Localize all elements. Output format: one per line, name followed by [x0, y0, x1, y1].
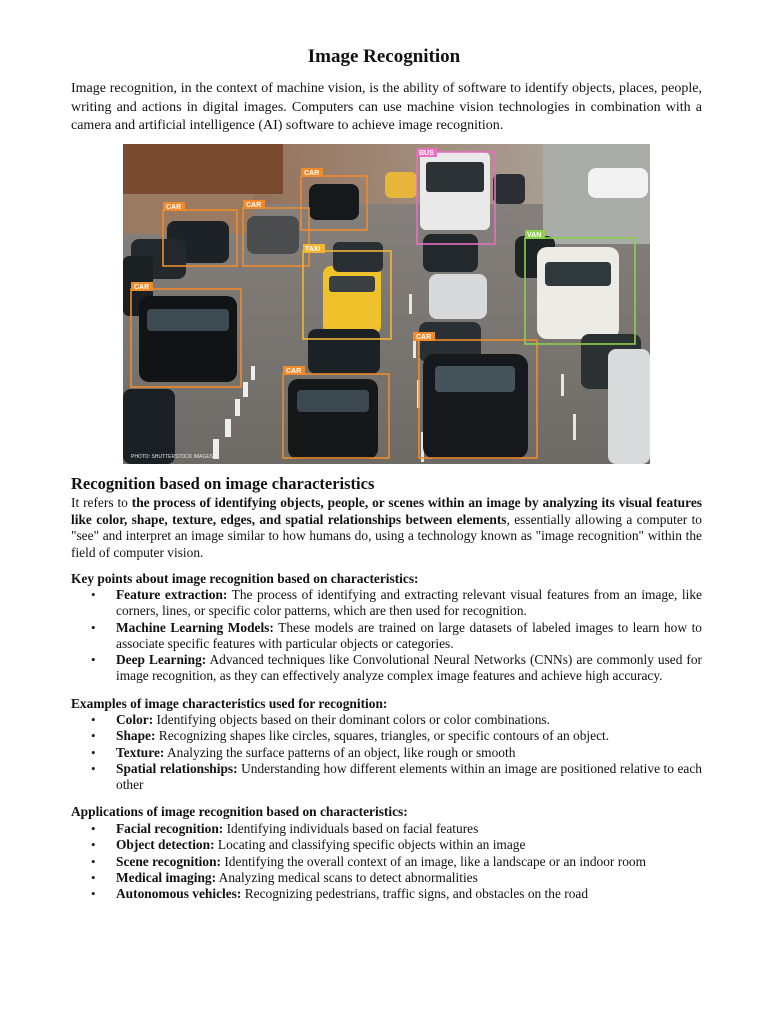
- key-points-heading: Key points about image recognition based on characteristics:: [71, 571, 419, 586]
- list-item: • Machine Learning Models: These models are trained on large datasets of labeled images to learn how to associate specific features with particular objects or categories.: [91, 619, 702, 651]
- key-points-list: [71, 587, 702, 685]
- car-label: CAR: [166, 204, 182, 211]
- car-label: CAR: [286, 368, 302, 375]
- van-label: VAN: [527, 232, 542, 239]
- section-paragraph: It refers to the process of identifying objects, people, or scenes within an image by analyzing its visual features like color, shape, texture, edges, and spatial relationships between elements, essentially allowing a computer to "see" and interpret an image similar to how humans do, using a technology known as "image recognition" within the field of computer vision.: [71, 495, 703, 560]
- list-item: • Object detection: Locating and classifying specific objects within an image: [91, 837, 526, 853]
- applications-heading: Applications of image recognition based on characteristics:: [71, 804, 408, 819]
- bus-label: BUS: [419, 150, 434, 157]
- list-item: • Deep Learning: Advanced techniques like Convolutional Neural Networks (CNNs) are commonly used for image recognition, as they can effectively analyze complex image features and achieve high accuracy.: [91, 652, 702, 684]
- list-item: • Medical imaging: Analyzing medical scans to detect abnormalities: [91, 869, 478, 885]
- list-item: • Spatial relationships: Understanding how different elements within an image are positioned relative to each other: [91, 760, 702, 793]
- traffic-detection-image: [123, 144, 650, 464]
- list-item: • Shape: Recognizing shapes like circles, squares, triangles, or specific contours of an object.: [91, 728, 610, 744]
- photo-credit: PHOTO: SHUTTERSTOCK IMAGES: [131, 454, 214, 460]
- list-item: • Feature extraction: The process of identifying and extracting relevant visual features from an image, like corners, lines, or specific color patterns, which are then used for recognition.: [91, 587, 702, 619]
- intro-paragraph: Image recognition, in the context of machine vision, is the ability of software to identify objects, places, people, writing and actions in digital images. Computers can use machine vision technologies in combination with a camera and artificial intelligence (AI) software to achieve image recognition.: [71, 81, 702, 133]
- list-item: • Scene recognition: Identifying the overall context of an image, like a landscape or an indoor room: [91, 853, 647, 869]
- car-label: CAR: [246, 202, 262, 209]
- taxi-label: TAXI: [305, 246, 321, 253]
- applications-list: [71, 821, 702, 902]
- car-label: CAR: [134, 284, 150, 291]
- section-heading: Recognition based on image characteristics: [71, 474, 375, 493]
- list-item: • Facial recognition: Identifying individuals based on facial features: [91, 821, 479, 836]
- list-item: • Color: Identifying objects based on their dominant colors or color combinations.: [91, 712, 550, 727]
- examples-list: [71, 712, 702, 793]
- page-title: Image Recognition: [307, 46, 461, 67]
- car-label: CAR: [304, 170, 320, 177]
- list-item: • Autonomous vehicles: Recognizing pedestrians, traffic signs, and obstacles on the road: [91, 886, 589, 902]
- list-item: • Texture: Analyzing the surface patterns of an object, like rough or smooth: [91, 744, 516, 760]
- car-label: CAR: [416, 334, 432, 341]
- examples-heading: Examples of image characteristics used for recognition:: [71, 696, 388, 711]
